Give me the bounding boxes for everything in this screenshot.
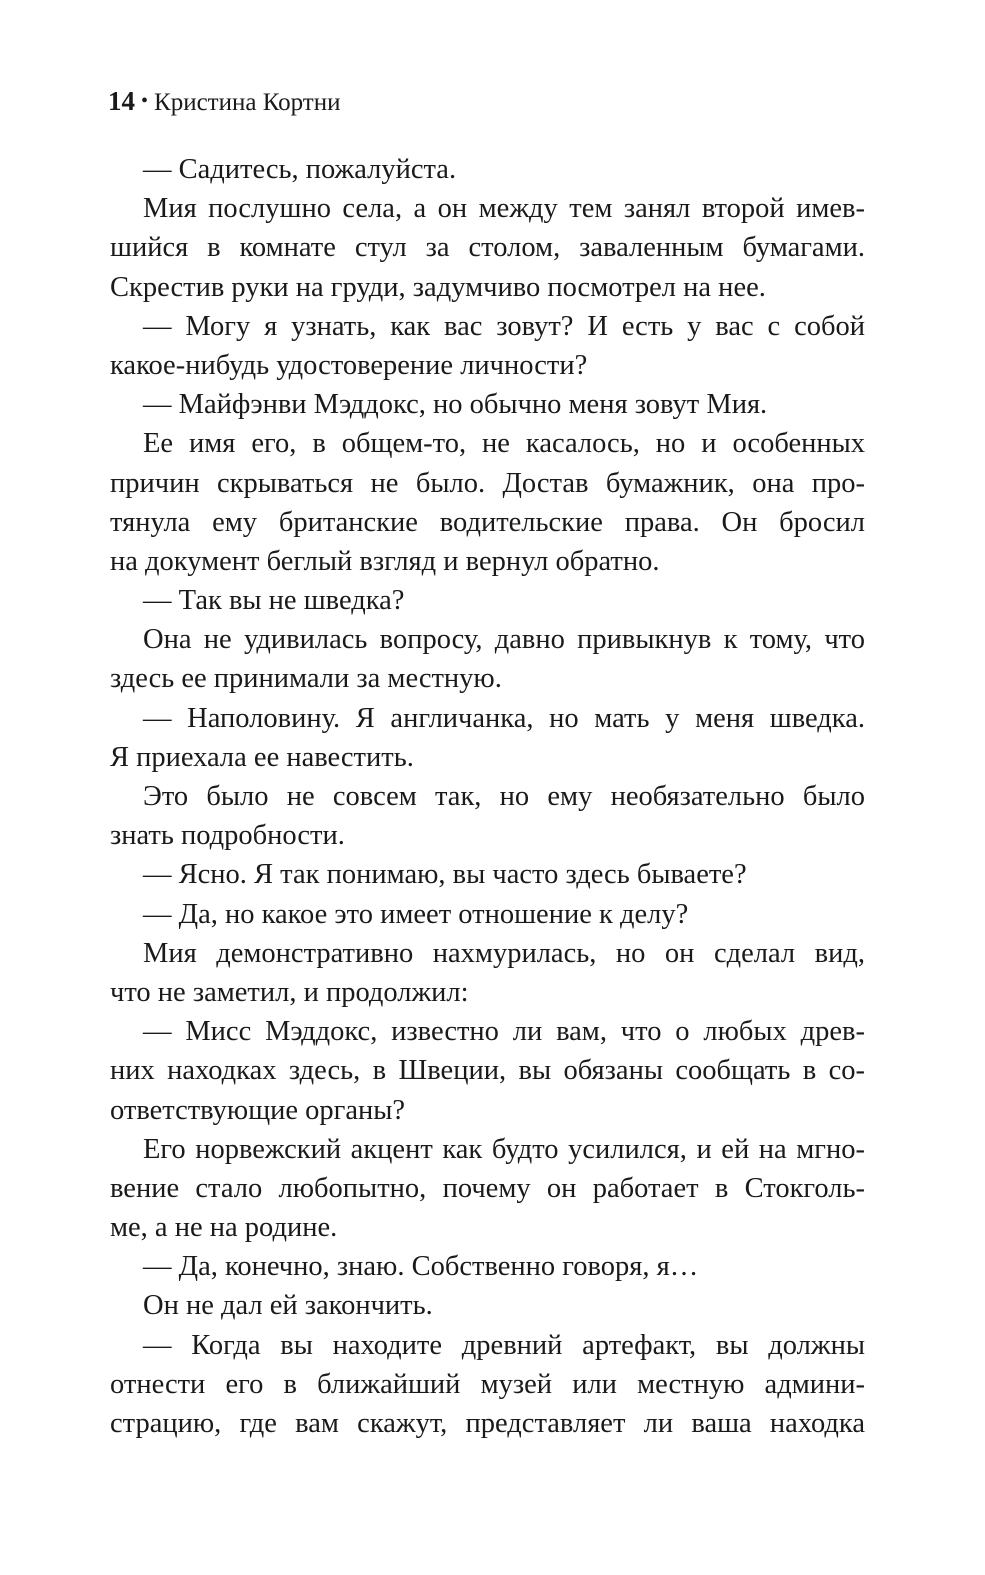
text-line: Мия демонстративно нахмурилась, но он сделал вид, [143,937,865,969]
text-line: Мия послушно села, а он между тем занял второй имев- [143,193,865,225]
text-line: них находках здесь, в Швеции, вы обязаны сообщать в со- [110,1055,865,1087]
text-line: здесь ее принимали за местную. [110,663,502,695]
text-line: что не заметил, и продолжил: [110,976,469,1008]
text-line: Его норвежский акцент как будто усилился, и ей на мгно- [143,1133,865,1165]
text-line: — Ясно. Я так понимаю, вы часто здесь бываете? [143,859,747,891]
text-line: шийся в комнате стул за столом, заваленным бумагами. [110,232,865,264]
text-line: Ее имя его, в общем-то, не касалось, но и особенных [143,428,865,460]
text-line: вение стало любопытно, почему он работает в Стокголь- [110,1172,865,1204]
text-line: — Так вы не шведка? [143,585,405,617]
text-line: — Наполовину. Я англичанка, но мать у меня шведка. [143,702,865,734]
page-number: 14 [108,86,135,116]
text-line: — Когда вы находите древний артефакт, вы должны [143,1329,865,1361]
text-line: ответствующие органы? [110,1094,406,1126]
text-line: Она не удивилась вопросу, давно привыкнув к тому, что [143,624,865,656]
text-line: Он не дал ей закончить. [143,1290,433,1322]
text-line: — Садитесь, пожалуйста. [143,154,457,185]
author-name: Кристина Кортни [154,89,341,116]
text-line: тянула ему британские водительские права. Он бросил [110,506,865,538]
text-line: причин скрываться не было. Достав бумажник, она про- [110,467,865,499]
text-line: на документ беглый взгляд и вернул обратно. [110,545,660,577]
text-line: — Майфэнви Мэддокс, но обычно меня зовут Мия. [143,389,768,421]
header-separator: • [141,90,149,112]
text-line: Скрестив руки на груди, задумчиво посмотрел на нее. [110,271,766,303]
text-line: — Мисс Мэддокс, известно ли вам, что о любых древ- [143,1016,865,1048]
text-line: Я приехала ее навестить. [110,741,414,773]
text-line: какое-нибудь удостоверение личности? [110,349,588,381]
text-line: страцию, где вам скажут, представляет ли ваша находка [110,1408,865,1439]
text-line: — Да, но какое это имеет отношение к делу? [143,898,689,930]
text-line: — Да, конечно, знаю. Собственно говоря, я… [143,1251,699,1283]
text-line: ме, а не на родине. [110,1212,338,1244]
text-line: Это было не совсем так, но ему необязательно было [143,781,865,812]
text-line: — Могу я узнать, как вас зовут? И есть у вас с собой [143,310,865,342]
body-text [110,150,865,1443]
running-head [108,84,340,121]
text-line: отнести его в ближайший музей или местную админи- [110,1368,865,1400]
text-line: знать подробности. [110,820,345,852]
